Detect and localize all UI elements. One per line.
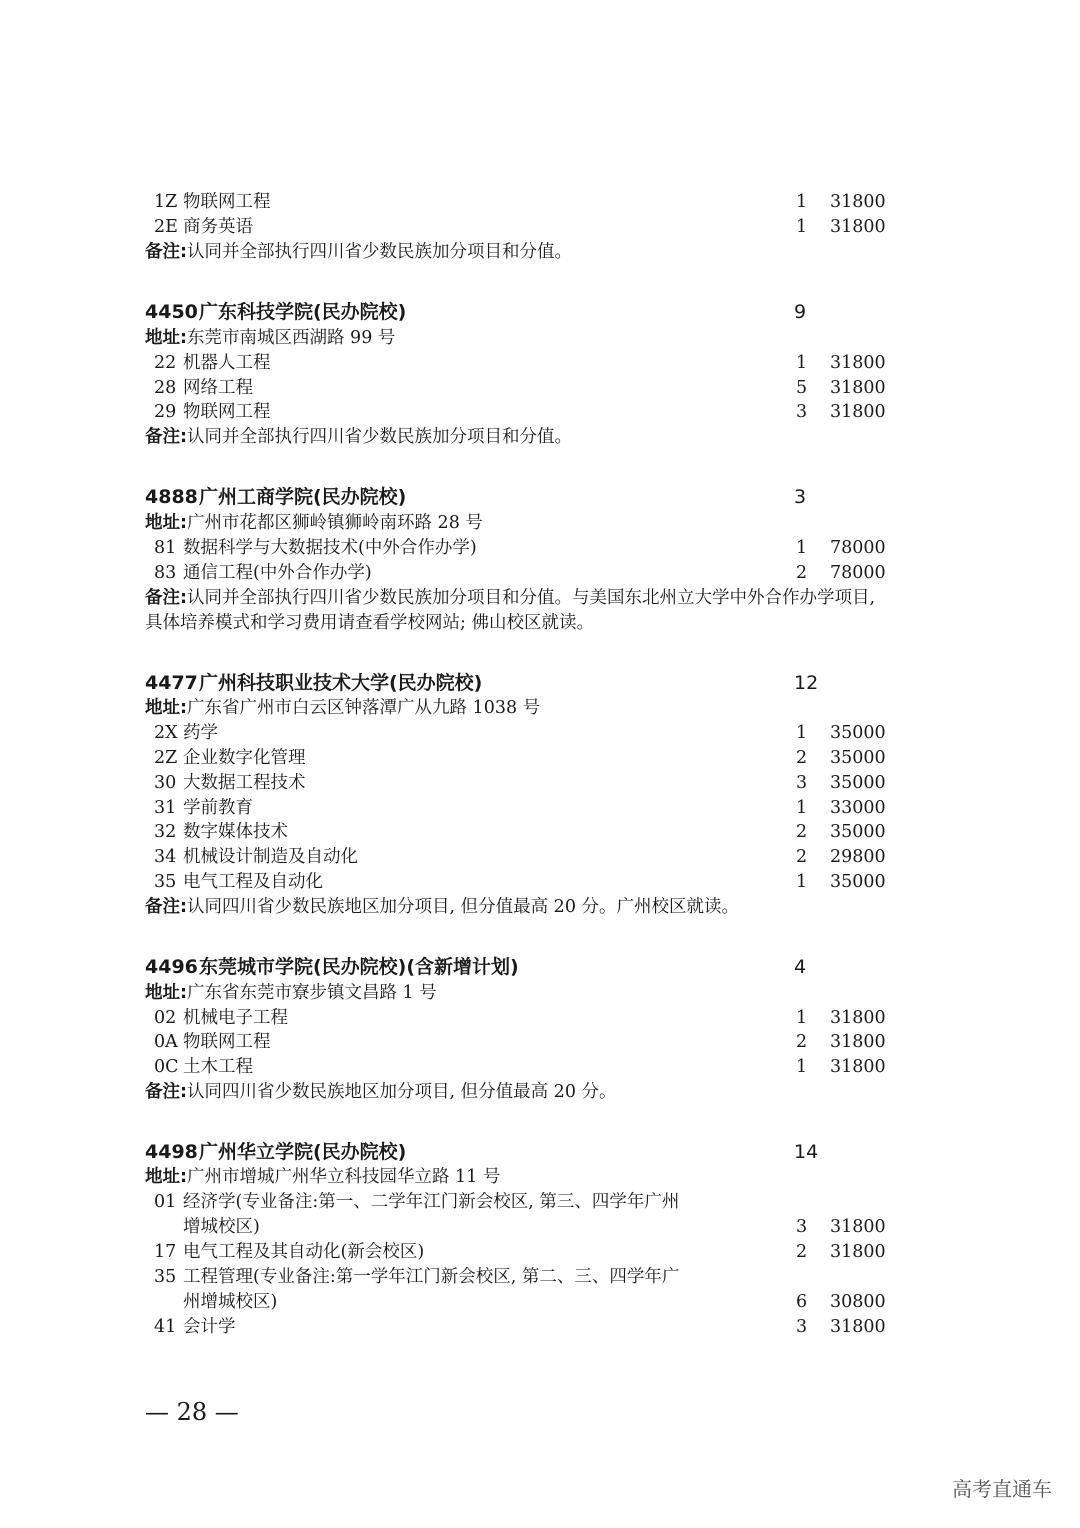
plan-count: 5 [796, 378, 808, 398]
table-row [0, 1240, 1080, 1265]
tuition-fee: 31800 [830, 378, 886, 398]
address-text: 广州市花都区狮岭镇狮岭南环路 28 号 [187, 513, 483, 533]
major-code: 32 [154, 822, 177, 842]
address-line [0, 1165, 1080, 1190]
address-text: 广州市增城广州华立科技园华立路 11 号 [187, 1167, 501, 1187]
major-name: 物联网工程 [183, 402, 271, 422]
address-text: 东莞市南城区西湖路 99 号 [187, 328, 396, 348]
remark-label: 备注: [145, 427, 187, 447]
major-name: 企业数字化管理 [183, 748, 306, 768]
major-name: 土木工程 [183, 1057, 253, 1077]
table-row [0, 1265, 1080, 1290]
major-code: 01 [154, 1192, 177, 1212]
plan-count: 1 [796, 192, 808, 212]
major-code: 0C [154, 1057, 179, 1077]
major-name: 经济学(专业备注:第一、二学年江门新会校区, 第三、四学年广州 [183, 1192, 680, 1212]
plan-count: 2 [796, 748, 808, 768]
school-header [0, 953, 1080, 981]
table-row [0, 376, 1080, 401]
table-row [0, 1030, 1080, 1055]
address-line [0, 511, 1080, 536]
address-label: 地址: [145, 698, 187, 718]
school-total: 14 [794, 1141, 819, 1163]
address-label: 地址: [145, 1167, 187, 1187]
remark-text: 认同并全部执行四川省少数民族加分项目和分值。 [187, 242, 572, 262]
school-header [0, 483, 1080, 511]
tuition-fee: 31800 [830, 1317, 886, 1337]
major-code: 30 [154, 773, 177, 793]
plan-count: 2 [796, 1242, 808, 1262]
plan-count: 1 [796, 872, 808, 892]
tuition-fee: 31800 [830, 1217, 886, 1237]
tuition-fee: 31800 [830, 1032, 886, 1052]
table-row-continuation [0, 1215, 1080, 1240]
tuition-fee: 30800 [830, 1292, 886, 1312]
school-total: 9 [794, 301, 807, 323]
plan-count: 3 [796, 402, 808, 422]
plan-count: 1 [796, 723, 808, 743]
school-code: 4498 [145, 1141, 198, 1163]
address-label: 地址: [145, 328, 187, 348]
major-name: 机械设计制造及自动化 [183, 847, 358, 867]
table-row [0, 400, 1080, 425]
address-line [0, 696, 1080, 721]
plan-count: 2 [796, 1032, 808, 1052]
tuition-fee: 35000 [830, 872, 886, 892]
table-row [0, 721, 1080, 746]
major-name: 机器人工程 [183, 353, 271, 373]
remark-label: 备注: [145, 242, 187, 262]
tuition-fee: 31800 [830, 353, 886, 373]
major-code: 02 [154, 1008, 177, 1028]
major-code: 17 [154, 1242, 177, 1262]
school-name: 广东科技学院(民办院校) [199, 301, 407, 323]
table-row [0, 351, 1080, 376]
major-name: 电气工程及其自动化(新会校区) [183, 1242, 425, 1262]
table-row [0, 1055, 1080, 1080]
major-code: 29 [154, 402, 177, 422]
major-code: 0A [154, 1032, 178, 1052]
tuition-fee: 35000 [830, 748, 886, 768]
major-name: 通信工程(中外合作办学) [183, 563, 372, 583]
address-text: 广东省东莞市寮步镇文昌路 1 号 [187, 983, 437, 1003]
remark-text-cont: 具体培养模式和学习费用请查看学校网站; 佛山校区就读。 [145, 613, 594, 633]
remark-line [0, 425, 1080, 450]
major-code: 35 [154, 1267, 177, 1287]
remark-text: 认同并全部执行四川省少数民族加分项目和分值。 [187, 427, 572, 447]
tuition-fee: 78000 [830, 538, 886, 558]
tuition-fee: 35000 [830, 822, 886, 842]
table-row [0, 771, 1080, 796]
school-name: 广州科技职业技术大学(民办院校) [199, 672, 483, 694]
tuition-fee: 31800 [830, 1242, 886, 1262]
plan-count: 2 [796, 847, 808, 867]
plan-count: 2 [796, 822, 808, 842]
major-name: 数字媒体技术 [183, 822, 288, 842]
remark-label: 备注: [145, 588, 187, 608]
major-code: 2X [154, 723, 178, 743]
school-name: 东莞城市学院(民办院校)(含新增计划) [199, 956, 519, 978]
remark-line [0, 586, 1080, 611]
major-name: 商务英语 [183, 217, 253, 237]
major-code: 28 [154, 378, 177, 398]
major-name: 工程管理(专业备注:第一学年江门新会校区, 第二、三、四学年广 [183, 1267, 680, 1287]
table-row [0, 820, 1080, 845]
tuition-fee: 31800 [830, 217, 886, 237]
school-header [0, 669, 1080, 697]
remark-text: 认同并全部执行四川省少数民族加分项目和分值。与美国东北州立大学中外合作办学项目, [187, 588, 876, 608]
remark-label: 备注: [145, 897, 187, 917]
major-code: 83 [154, 563, 177, 583]
table-row [0, 561, 1080, 586]
major-code: 31 [154, 798, 177, 818]
plan-count: 3 [796, 773, 808, 793]
major-name-cont: 增城校区) [183, 1217, 260, 1237]
table-row [0, 215, 1080, 240]
major-name: 电气工程及自动化 [183, 872, 323, 892]
address-text: 广东省广州市白云区钟落潭广从九路 1038 号 [187, 698, 541, 718]
table-row [0, 1006, 1080, 1031]
tuition-fee: 35000 [830, 723, 886, 743]
remark-line [0, 1080, 1080, 1105]
address-line [0, 326, 1080, 351]
school-header [0, 298, 1080, 326]
school-total: 12 [794, 672, 819, 694]
table-row [0, 845, 1080, 870]
plan-count: 3 [796, 1217, 808, 1237]
school-total: 4 [794, 956, 807, 978]
page-number: — 28 — [145, 1398, 239, 1426]
remark-continuation [0, 611, 1080, 636]
table-row-continuation [0, 1290, 1080, 1315]
watermark: 高考直通车 [952, 1477, 1052, 1501]
plan-count: 1 [796, 1057, 808, 1077]
tuition-fee: 31800 [830, 1057, 886, 1077]
tuition-fee: 31800 [830, 192, 886, 212]
school-name: 广州华立学院(民办院校) [199, 1141, 407, 1163]
major-name: 网络工程 [183, 378, 253, 398]
address-label: 地址: [145, 983, 187, 1003]
major-code: 81 [154, 538, 177, 558]
table-row [0, 1190, 1080, 1215]
major-code: 35 [154, 872, 177, 892]
major-name: 机械电子工程 [183, 1008, 288, 1028]
major-name: 学前教育 [183, 798, 253, 818]
school-code: 4477 [145, 672, 198, 694]
major-name: 会计学 [183, 1317, 236, 1337]
plan-count: 1 [796, 538, 808, 558]
school-code: 4888 [145, 486, 198, 508]
school-code: 4496 [145, 956, 198, 978]
major-name-cont: 州增城校区) [183, 1292, 278, 1312]
school-header [0, 1138, 1080, 1166]
major-code: 22 [154, 353, 177, 373]
remark-line [0, 240, 1080, 265]
address-line [0, 981, 1080, 1006]
plan-count: 3 [796, 1317, 808, 1337]
tuition-fee: 29800 [830, 847, 886, 867]
major-code: 41 [154, 1317, 177, 1337]
table-row [0, 870, 1080, 895]
remark-text: 认同四川省少数民族地区加分项目, 但分值最高 20 分。广州校区就读。 [187, 897, 740, 917]
table-row [0, 1315, 1080, 1340]
major-name: 药学 [183, 723, 218, 743]
remark-label: 备注: [145, 1082, 187, 1102]
major-name: 大数据工程技术 [183, 773, 306, 793]
tuition-fee: 31800 [830, 1008, 886, 1028]
school-total: 3 [794, 486, 807, 508]
table-row [0, 536, 1080, 561]
plan-count: 1 [796, 1008, 808, 1028]
major-code: 34 [154, 847, 177, 867]
tuition-fee: 35000 [830, 773, 886, 793]
plan-count: 2 [796, 563, 808, 583]
school-name: 广州工商学院(民办院校) [199, 486, 407, 508]
major-name: 物联网工程 [183, 192, 271, 212]
major-name: 数据科学与大数据技术(中外合作办学) [183, 538, 477, 558]
tuition-fee: 78000 [830, 563, 886, 583]
tuition-fee: 31800 [830, 402, 886, 422]
school-code: 4450 [145, 301, 198, 323]
major-name: 物联网工程 [183, 1032, 271, 1052]
table-row [0, 190, 1080, 215]
table-row [0, 796, 1080, 821]
major-code: 2Z [154, 748, 178, 768]
tuition-fee: 33000 [830, 798, 886, 818]
plan-count: 1 [796, 217, 808, 237]
major-code: 2E [154, 217, 178, 237]
plan-count: 1 [796, 353, 808, 373]
plan-count: 1 [796, 798, 808, 818]
address-label: 地址: [145, 513, 187, 533]
plan-count: 6 [796, 1292, 808, 1312]
major-code: 1Z [154, 192, 178, 212]
remark-text: 认同四川省少数民族地区加分项目, 但分值最高 20 分。 [187, 1082, 617, 1102]
table-row [0, 746, 1080, 771]
remark-line [0, 895, 1080, 920]
